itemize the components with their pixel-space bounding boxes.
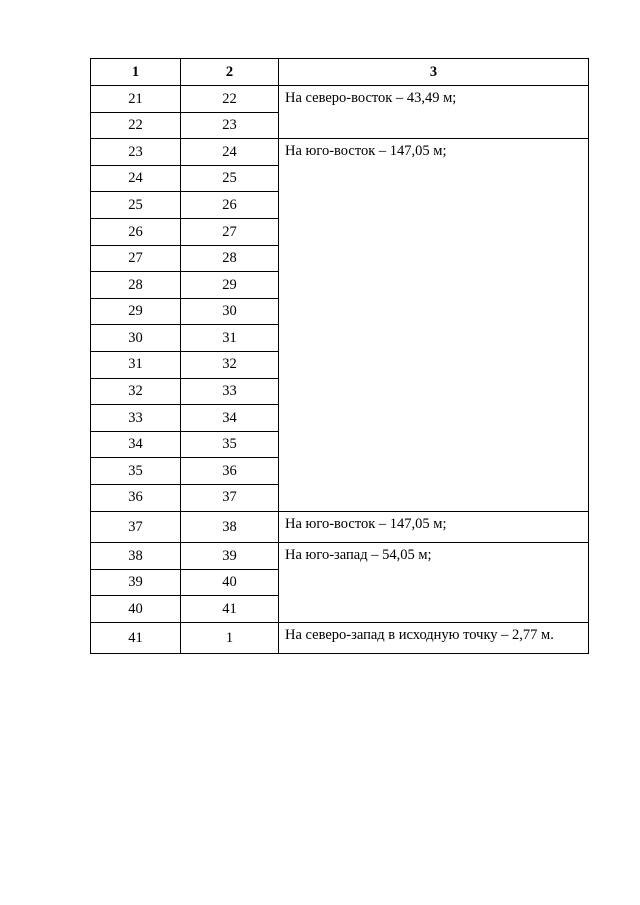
point-from-cell: 28 [91,272,181,299]
point-from-cell: 40 [91,596,181,623]
point-from-cell: 36 [91,484,181,511]
point-from-cell: 29 [91,298,181,325]
table-row [91,139,589,166]
point-to-cell: 30 [181,298,279,325]
point-from-cell: 32 [91,378,181,405]
direction-distance-cell: На юго-запад – 54,05 м; [279,543,589,623]
table-row [91,511,589,543]
point-from-cell: 23 [91,139,181,166]
point-from-cell: 37 [91,511,181,543]
point-to-cell: 41 [181,596,279,623]
direction-distance-cell: На северо-восток – 43,49 м; [279,86,589,139]
point-to-cell: 31 [181,325,279,352]
point-to-cell: 40 [181,569,279,596]
point-to-cell: 39 [181,543,279,570]
point-to-cell: 24 [181,139,279,166]
direction-distance-cell: На юго-восток – 147,05 м; [279,511,589,543]
point-from-cell: 39 [91,569,181,596]
point-to-cell: 23 [181,112,279,139]
point-from-cell: 25 [91,192,181,219]
table-header-row [91,59,589,86]
point-from-cell: 27 [91,245,181,272]
point-from-cell: 22 [91,112,181,139]
point-from-cell: 33 [91,405,181,432]
table-row [91,543,589,570]
point-from-cell: 38 [91,543,181,570]
table-row [91,622,589,654]
point-to-cell: 34 [181,405,279,432]
point-to-cell: 26 [181,192,279,219]
point-from-cell: 24 [91,165,181,192]
point-to-cell: 25 [181,165,279,192]
point-to-cell: 22 [181,86,279,113]
point-to-cell: 36 [181,458,279,485]
point-from-cell: 21 [91,86,181,113]
point-to-cell: 28 [181,245,279,272]
point-to-cell: 35 [181,431,279,458]
column-header-point-to: 2 [181,59,279,86]
column-header-point-from: 1 [91,59,181,86]
point-to-cell: 33 [181,378,279,405]
point-from-cell: 26 [91,218,181,245]
point-from-cell: 41 [91,622,181,654]
table-row [91,86,589,113]
column-header-description: 3 [279,59,589,86]
point-to-cell: 1 [181,622,279,654]
point-to-cell: 37 [181,484,279,511]
point-from-cell: 34 [91,431,181,458]
direction-distance-cell: На северо-запад в исходную точку – 2,77 м. [279,622,589,654]
point-to-cell: 29 [181,272,279,299]
point-from-cell: 31 [91,351,181,378]
point-to-cell: 27 [181,218,279,245]
boundary-points-table [90,58,589,654]
point-to-cell: 38 [181,511,279,543]
point-from-cell: 30 [91,325,181,352]
direction-distance-cell: На юго-восток – 147,05 м; [279,139,589,511]
table-body [91,86,589,654]
point-to-cell: 32 [181,351,279,378]
point-from-cell: 35 [91,458,181,485]
